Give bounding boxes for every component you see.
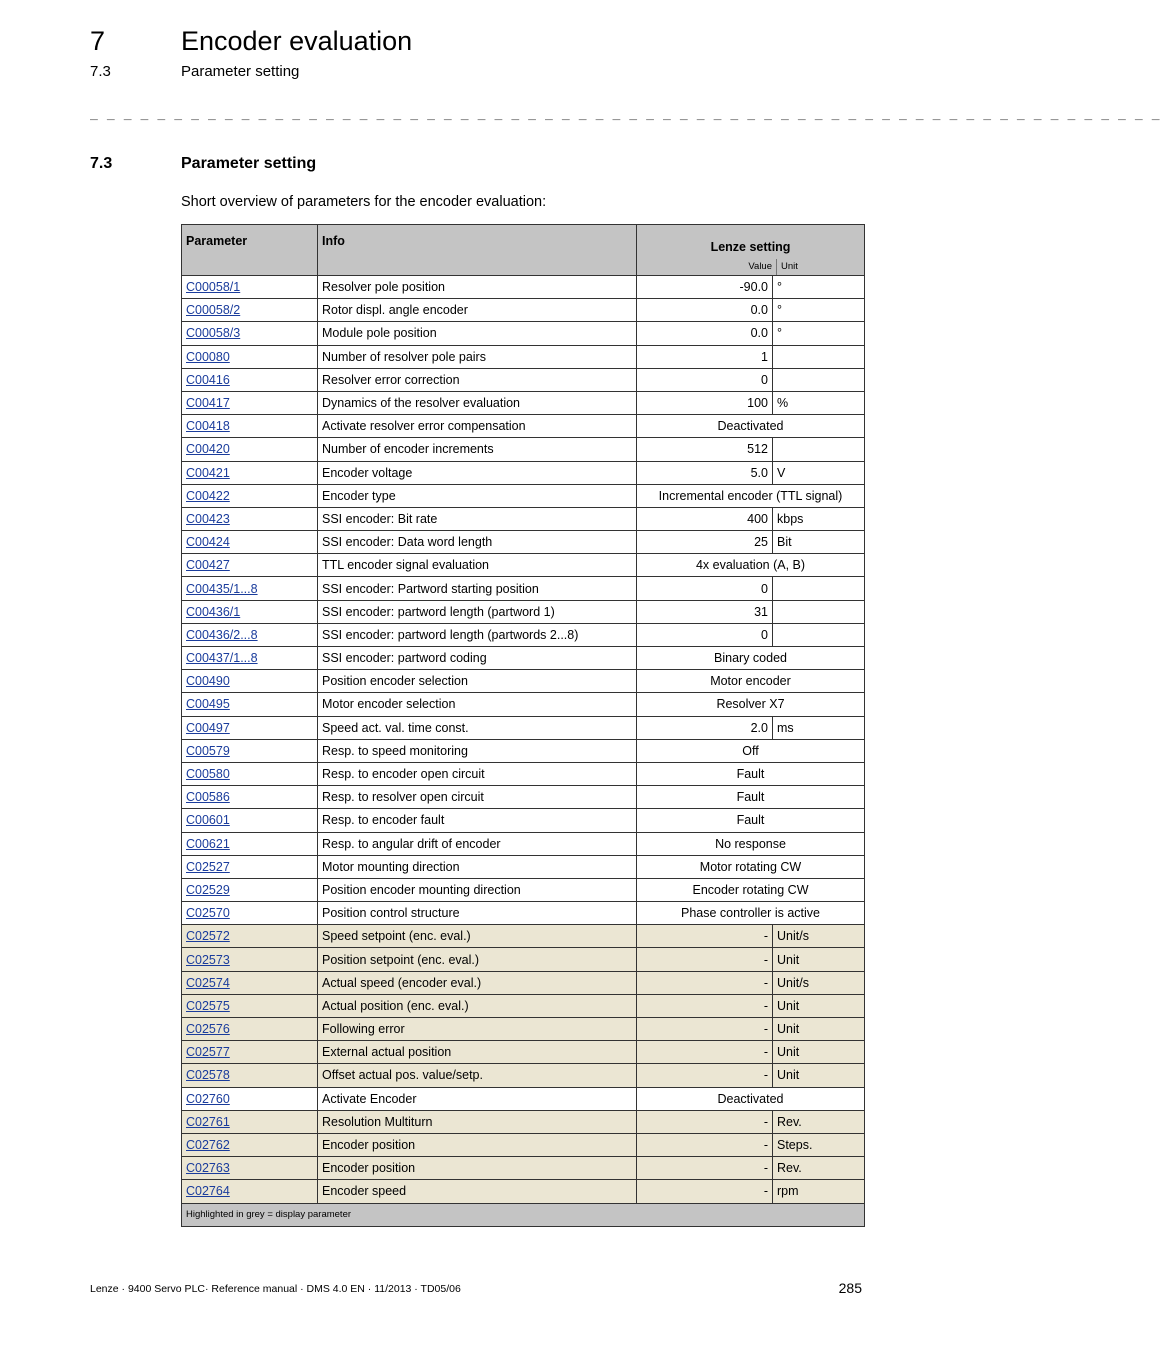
parameter-cell: [182, 855, 318, 878]
table-row: [182, 623, 865, 646]
unit-cell: kbps: [773, 507, 865, 530]
column-header-value: Value: [641, 259, 777, 275]
table-row: [182, 1018, 865, 1041]
table-row: [182, 647, 865, 670]
table-row: [182, 971, 865, 994]
parameter-link[interactable]: C02529: [186, 882, 230, 897]
value-cell: -: [637, 1110, 773, 1133]
parameter-cell: [182, 878, 318, 901]
info-cell: Actual speed (encoder eval.): [318, 971, 637, 994]
info-cell: SSI encoder: partword length (partwords 2...8): [318, 623, 637, 646]
table-row: [182, 391, 865, 414]
value-cell: 0.0: [637, 322, 773, 345]
info-cell: SSI encoder: Bit rate: [318, 507, 637, 530]
chapter-title: Encoder evaluation: [181, 26, 413, 56]
info-cell: Resp. to speed monitoring: [318, 739, 637, 762]
header-separator: _ _ _ _ _ _ _ _ _ _ _ _ _ _ _ _ _ _ _ _ _ _ _ _ _ _ _ _ _ _ _ _ _ _ _ _ _ _ _ _ _ _ _ _ _ _ _ _ _ _ _ _ _ _ _ _ _ _ _ _ _ _ _ _: [90, 106, 1160, 121]
value-cell: -: [637, 1018, 773, 1041]
table-row: [182, 461, 865, 484]
parameter-link[interactable]: C00422: [186, 488, 230, 503]
unit-cell: Steps.: [773, 1133, 865, 1156]
parameter-link[interactable]: C00497: [186, 720, 230, 735]
table-row: [182, 716, 865, 739]
info-cell: SSI encoder: partword coding: [318, 647, 637, 670]
parameter-cell: [182, 716, 318, 739]
parameter-link[interactable]: C02574: [186, 975, 230, 990]
info-cell: Speed act. val. time const.: [318, 716, 637, 739]
column-header-info: Info: [318, 225, 637, 276]
unit-cell: Unit/s: [773, 971, 865, 994]
parameter-table: [181, 224, 865, 1227]
parameter-link[interactable]: C00435/1...8: [186, 581, 258, 596]
subchapter-title: Parameter setting: [181, 63, 300, 80]
info-cell: Resolver pole position: [318, 276, 637, 299]
parameter-link[interactable]: C02761: [186, 1114, 230, 1129]
parameter-link[interactable]: C00586: [186, 790, 230, 805]
page-number: 285: [838, 1280, 862, 1296]
parameter-cell: [182, 600, 318, 623]
parameter-link[interactable]: C00621: [186, 836, 230, 851]
parameter-cell: [182, 623, 318, 646]
info-cell: Resp. to encoder open circuit: [318, 762, 637, 785]
unit-cell: Unit: [773, 1018, 865, 1041]
parameter-link[interactable]: C02570: [186, 906, 230, 921]
parameter-cell: [182, 1064, 318, 1087]
value-cell: 5.0: [637, 461, 773, 484]
parameter-cell: [182, 902, 318, 925]
unit-cell: °: [773, 276, 865, 299]
chapter-number: 7: [90, 26, 106, 56]
value-cell: -: [637, 994, 773, 1017]
info-cell: Encoder position: [318, 1157, 637, 1180]
table-row: [182, 1157, 865, 1180]
parameter-cell: [182, 948, 318, 971]
lenze-setting-cell: Incremental encoder (TTL signal): [637, 484, 865, 507]
info-cell: Motor mounting direction: [318, 855, 637, 878]
value-cell: 25: [637, 531, 773, 554]
unit-cell: [773, 623, 865, 646]
info-cell: Encoder type: [318, 484, 637, 507]
table-row: [182, 484, 865, 507]
lenze-setting-cell: Motor rotating CW: [637, 855, 865, 878]
info-cell: Dynamics of the resolver evaluation: [318, 391, 637, 414]
table-row: [182, 554, 865, 577]
unit-cell: Unit/s: [773, 925, 865, 948]
value-cell: -: [637, 971, 773, 994]
parameter-link[interactable]: C00601: [186, 813, 230, 828]
parameter-link[interactable]: C02576: [186, 1022, 230, 1037]
parameter-link[interactable]: C00424: [186, 535, 230, 550]
parameter-cell: [182, 391, 318, 414]
value-cell: -: [637, 1180, 773, 1203]
parameter-link[interactable]: C00427: [186, 558, 230, 573]
subchapter-number: 7.3: [90, 63, 111, 80]
parameter-cell: [182, 762, 318, 785]
section-number: 7.3: [90, 155, 113, 172]
table-row: [182, 878, 865, 901]
value-cell: 1: [637, 345, 773, 368]
table-row: [182, 1110, 865, 1133]
parameter-cell: [182, 739, 318, 762]
parameter-cell: [182, 345, 318, 368]
lenze-setting-cell: Binary coded: [637, 647, 865, 670]
lenze-setting-cell: Encoder rotating CW: [637, 878, 865, 901]
unit-cell: [773, 438, 865, 461]
table-row: [182, 345, 865, 368]
table-row: [182, 507, 865, 530]
parameter-cell: [182, 994, 318, 1017]
parameter-cell: [182, 1110, 318, 1133]
parameter-link[interactable]: C00423: [186, 511, 230, 526]
parameter-link[interactable]: C02762: [186, 1138, 230, 1153]
parameter-link[interactable]: C00580: [186, 767, 230, 782]
value-cell: 0: [637, 623, 773, 646]
parameter-link[interactable]: C02763: [186, 1161, 230, 1176]
info-cell: Activate Encoder: [318, 1087, 637, 1110]
unit-cell: Unit: [773, 994, 865, 1017]
unit-cell: Bit: [773, 531, 865, 554]
info-cell: Resolver error correction: [318, 368, 637, 391]
info-cell: Rotor displ. angle encoder: [318, 299, 637, 322]
unit-cell: °: [773, 299, 865, 322]
lenze-setting-cell: Deactivated: [637, 1087, 865, 1110]
lenze-setting-cell: Fault: [637, 786, 865, 809]
lenze-setting-title: Lenze setting: [710, 240, 791, 254]
info-cell: Activate resolver error compensation: [318, 415, 637, 438]
value-cell: 2.0: [637, 716, 773, 739]
info-cell: TTL encoder signal evaluation: [318, 554, 637, 577]
footer-doc-info: Lenze · 9400 Servo PLC· Reference manual · DMS 4.0 EN · 11/2013 · TD05/06: [90, 1283, 461, 1295]
info-cell: Following error: [318, 1018, 637, 1041]
unit-cell: [773, 577, 865, 600]
value-cell: -: [637, 948, 773, 971]
unit-cell: Unit: [773, 948, 865, 971]
parameter-link[interactable]: C02572: [186, 929, 230, 944]
table-row: [182, 368, 865, 391]
table-row: [182, 693, 865, 716]
parameter-link[interactable]: C00490: [186, 674, 230, 689]
lenze-setting-cell: Off: [637, 739, 865, 762]
parameter-cell: [182, 925, 318, 948]
parameter-link[interactable]: C00436/2...8: [186, 627, 258, 642]
info-cell: Position control structure: [318, 902, 637, 925]
parameter-link[interactable]: C00058/3: [186, 326, 241, 341]
value-cell: -: [637, 1064, 773, 1087]
unit-cell: [773, 368, 865, 391]
parameter-cell: [182, 484, 318, 507]
unit-cell: Rev.: [773, 1110, 865, 1133]
info-cell: SSI encoder: Data word length: [318, 531, 637, 554]
parameter-link[interactable]: C00421: [186, 465, 230, 480]
parameter-cell: [182, 322, 318, 345]
parameter-cell: [182, 786, 318, 809]
unit-cell: Rev.: [773, 1157, 865, 1180]
parameter-link[interactable]: C02527: [186, 859, 230, 874]
parameter-cell: [182, 832, 318, 855]
parameter-cell: [182, 670, 318, 693]
info-cell: Number of encoder increments: [318, 438, 637, 461]
lenze-setting-cell: Resolver X7: [637, 693, 865, 716]
table-row: [182, 415, 865, 438]
unit-cell: rpm: [773, 1180, 865, 1203]
section-title: Parameter setting: [181, 155, 317, 172]
table-row: [182, 1133, 865, 1156]
info-cell: SSI encoder: Partword starting position: [318, 577, 637, 600]
info-cell: Position encoder selection: [318, 670, 637, 693]
info-cell: Resp. to resolver open circuit: [318, 786, 637, 809]
unit-cell: °: [773, 322, 865, 345]
table-row: [182, 276, 865, 299]
info-cell: Resp. to angular drift of encoder: [318, 832, 637, 855]
parameter-link[interactable]: C00416: [186, 372, 230, 387]
value-cell: 100: [637, 391, 773, 414]
parameter-link[interactable]: C02760: [186, 1091, 230, 1106]
table-row: [182, 902, 865, 925]
parameter-cell: [182, 1133, 318, 1156]
value-cell: -: [637, 1041, 773, 1064]
parameter-link[interactable]: C02764: [186, 1184, 230, 1199]
parameter-cell: [182, 299, 318, 322]
value-cell: 400: [637, 507, 773, 530]
parameter-link[interactable]: C00058/1: [186, 280, 241, 295]
table-row: [182, 809, 865, 832]
parameter-cell: [182, 276, 318, 299]
info-cell: Number of resolver pole pairs: [318, 345, 637, 368]
unit-cell: Unit: [773, 1041, 865, 1064]
table-row: [182, 1087, 865, 1110]
info-cell: SSI encoder: partword length (partword 1): [318, 600, 637, 623]
table-row: [182, 1041, 865, 1064]
lenze-setting-cell: 4x evaluation (A, B): [637, 554, 865, 577]
info-cell: Encoder position: [318, 1133, 637, 1156]
value-cell: 512: [637, 438, 773, 461]
unit-cell: [773, 345, 865, 368]
parameter-link[interactable]: C00058/2: [186, 303, 241, 318]
parameter-cell: [182, 577, 318, 600]
table-row: [182, 322, 865, 345]
parameter-cell: [182, 693, 318, 716]
unit-cell: ms: [773, 716, 865, 739]
parameter-cell: [182, 809, 318, 832]
value-cell: -90.0: [637, 276, 773, 299]
unit-cell: [773, 600, 865, 623]
parameter-link[interactable]: C02577: [186, 1045, 230, 1060]
parameter-link[interactable]: C00495: [186, 697, 230, 712]
parameter-cell: [182, 461, 318, 484]
lenze-setting-cell: Motor encoder: [637, 670, 865, 693]
table-row: [182, 762, 865, 785]
info-cell: External actual position: [318, 1041, 637, 1064]
table-row: [182, 855, 865, 878]
table-row: [182, 577, 865, 600]
table-row: [182, 739, 865, 762]
info-cell: Position setpoint (enc. eval.): [318, 948, 637, 971]
info-cell: Speed setpoint (enc. eval.): [318, 925, 637, 948]
value-cell: 31: [637, 600, 773, 623]
value-cell: -: [637, 1133, 773, 1156]
table-footnote: Highlighted in grey = display parameter: [182, 1203, 865, 1226]
parameter-cell: [182, 1041, 318, 1064]
table-row: [182, 948, 865, 971]
column-header-lenze-setting: [637, 225, 865, 276]
parameter-link[interactable]: C00437/1...8: [186, 651, 258, 666]
table-row: [182, 832, 865, 855]
info-cell: Resolution Multiturn: [318, 1110, 637, 1133]
value-cell: 0: [637, 368, 773, 391]
lenze-setting-cell: Fault: [637, 809, 865, 832]
table-row: [182, 531, 865, 554]
parameter-cell: [182, 438, 318, 461]
parameter-cell: [182, 1018, 318, 1041]
info-cell: Motor encoder selection: [318, 693, 637, 716]
parameter-link[interactable]: C02578: [186, 1068, 230, 1083]
info-cell: Encoder speed: [318, 1180, 637, 1203]
table-row: [182, 925, 865, 948]
parameter-cell: [182, 647, 318, 670]
info-cell: Encoder voltage: [318, 461, 637, 484]
info-cell: Actual position (enc. eval.): [318, 994, 637, 1017]
parameter-link[interactable]: C00579: [186, 743, 230, 758]
value-cell: 0: [637, 577, 773, 600]
info-cell: Position encoder mounting direction: [318, 878, 637, 901]
table-row: [182, 438, 865, 461]
lenze-setting-cell: Fault: [637, 762, 865, 785]
parameter-cell: [182, 1087, 318, 1110]
column-header-unit: Unit: [781, 261, 798, 272]
parameter-cell: [182, 1157, 318, 1180]
parameter-link[interactable]: C00080: [186, 349, 230, 364]
section-intro: Short overview of parameters for the encoder evaluation:: [181, 194, 547, 210]
unit-cell: V: [773, 461, 865, 484]
lenze-setting-cell: No response: [637, 832, 865, 855]
table-row: [182, 670, 865, 693]
parameter-link[interactable]: C00420: [186, 442, 230, 457]
info-cell: Offset actual pos. value/setp.: [318, 1064, 637, 1087]
parameter-cell: [182, 507, 318, 530]
parameter-link[interactable]: C00418: [186, 419, 230, 434]
parameter-link[interactable]: C02573: [186, 952, 230, 967]
table-row: [182, 1064, 865, 1087]
table-row: [182, 1180, 865, 1203]
column-header-parameter: Parameter: [182, 225, 318, 276]
parameter-cell: [182, 971, 318, 994]
unit-cell: %: [773, 391, 865, 414]
parameter-cell: [182, 554, 318, 577]
value-cell: -: [637, 925, 773, 948]
parameter-cell: [182, 531, 318, 554]
value-cell: 0.0: [637, 299, 773, 322]
parameter-cell: [182, 415, 318, 438]
info-cell: Resp. to encoder fault: [318, 809, 637, 832]
lenze-setting-cell: Deactivated: [637, 415, 865, 438]
table-row: [182, 994, 865, 1017]
parameter-link[interactable]: C02575: [186, 998, 230, 1013]
parameter-cell: [182, 368, 318, 391]
value-cell: -: [637, 1157, 773, 1180]
table-row: [182, 786, 865, 809]
info-cell: Module pole position: [318, 322, 637, 345]
parameter-link[interactable]: C00436/1: [186, 604, 241, 619]
parameter-link[interactable]: C00417: [186, 396, 230, 411]
unit-cell: Unit: [773, 1064, 865, 1087]
lenze-setting-cell: Phase controller is active: [637, 902, 865, 925]
table-row: [182, 299, 865, 322]
parameter-cell: [182, 1180, 318, 1203]
table-row: [182, 600, 865, 623]
